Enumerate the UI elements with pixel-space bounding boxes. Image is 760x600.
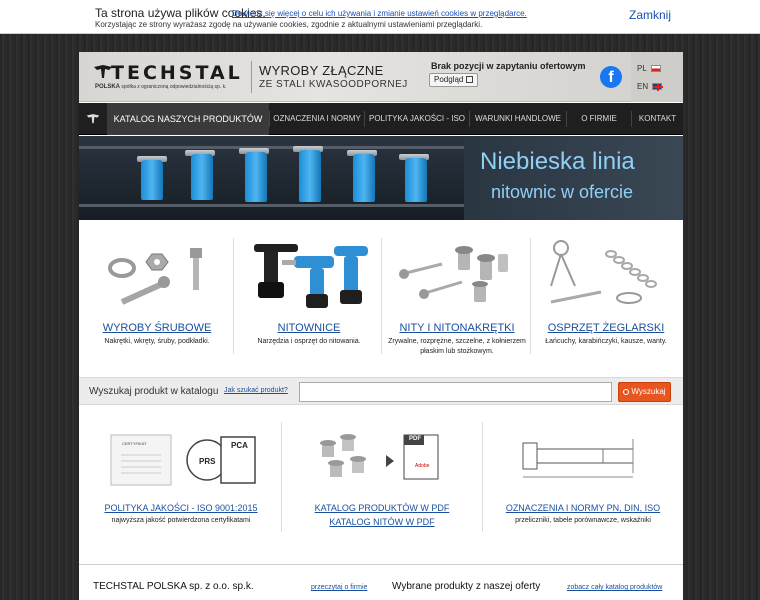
rivets-pdf-link[interactable]: KATALOG NITÓW W PDF — [329, 517, 435, 527]
certificate-label: CERTYFIKAT — [122, 441, 147, 446]
category-desc: Łańcuchy, karabińczyki, kausze, wanty. — [545, 338, 667, 345]
nav-home-icon[interactable] — [79, 103, 107, 135]
nav-item-about[interactable]: O FIRMIE — [581, 114, 617, 123]
site-header — [79, 52, 683, 102]
cookie-title: Ta strona używa plików cookies. — [95, 6, 266, 20]
search-help-link[interactable]: Jak szukać produkt? — [224, 387, 288, 394]
search-bar — [79, 377, 683, 405]
logo-sub-text: spółka z ograniczoną odpowiedzialnością sp. k. — [121, 84, 227, 90]
info-quality[interactable] — [81, 419, 281, 539]
page-container — [79, 52, 683, 600]
screws-image — [82, 234, 232, 314]
nav-item-quality[interactable]: POLITYKA JAKOŚCI - ISO — [368, 114, 466, 123]
info-standards[interactable] — [483, 419, 683, 539]
rivet-tool — [299, 150, 321, 202]
info-desc: najwyższa jakość potwierdzona certyfikatami — [111, 517, 251, 524]
rivet-tool — [191, 154, 213, 200]
search-button[interactable] — [618, 382, 671, 402]
lang-pl-label: PL — [637, 64, 647, 73]
nav-item-contact[interactable]: KONTAKT — [638, 114, 677, 123]
banner-headline: Niebieska linia — [480, 148, 635, 175]
hero-banner[interactable] — [79, 136, 683, 220]
marine-image — [531, 234, 681, 314]
full-catalog-link[interactable]: zobacz cały katalog produktów — [567, 584, 663, 591]
lang-pl[interactable] — [637, 64, 661, 73]
pca-badge: PCA — [231, 441, 248, 450]
facebook-icon[interactable]: f — [600, 66, 622, 88]
category-marine[interactable] — [531, 234, 681, 364]
cookie-info-link[interactable]: Dowiedz się więcej o celu ich używania i zmianie ustawień cookies w przeglądarce. — [232, 9, 527, 18]
category-desc: Narzędzia i osprzęt do nitowania. — [257, 338, 361, 345]
cookie-consent-text: Korzystając ze strony wyrażasz zgodę na używanie cookies, zgodnie z aktualnymi ustawieniami przeglądarki. — [95, 20, 483, 29]
logo-text: TECHSTAL — [111, 62, 243, 84]
category-riveters[interactable] — [234, 234, 384, 364]
quote-preview-button[interactable] — [429, 73, 478, 87]
pdf-catalog-link[interactable]: KATALOG PRODUKTÓW W PDF — [314, 503, 450, 513]
adobe-icon: Adobe — [415, 463, 430, 469]
category-desc: Zrywalne, rozprężne, szczelne, z kołnierzem płaskim lub stożkowym. — [388, 338, 526, 355]
rivet-tool — [405, 158, 427, 202]
header-divider — [251, 61, 252, 93]
category-title[interactable]: NITOWNICE — [277, 322, 341, 334]
info-catalog-pdf[interactable] — [282, 419, 482, 539]
category-rivets[interactable] — [382, 234, 532, 364]
about-company-link[interactable]: przeczytaj o firmie — [311, 584, 368, 591]
search-icon — [623, 389, 629, 395]
nav-item-terms[interactable]: WARUNKI HANDLOWE — [475, 114, 561, 123]
banner-subline: nitownic w ofercie — [491, 182, 634, 202]
logo-emblem-icon — [93, 64, 113, 80]
preview-icon — [466, 76, 473, 83]
tagline-primary: WYROBY ZŁĄCZNE — [259, 63, 384, 78]
rivet-tool — [141, 160, 163, 200]
prs-badge: PRS — [199, 457, 216, 466]
pdf-icon: PDF — [409, 436, 421, 442]
nav-item-standards[interactable]: OZNACZENIA I NORMY — [273, 114, 361, 123]
pdf-catalog-image — [282, 427, 482, 487]
info-desc: przeliczniki, tabele porównawcze, wskaźniki — [515, 517, 651, 524]
quote-preview-label: Podgląd — [434, 75, 464, 84]
cookie-close-button[interactable]: Zamknij — [629, 8, 672, 22]
language-switcher — [631, 52, 683, 102]
search-button-label: Wyszukaj — [631, 387, 666, 396]
tagline-secondary: ZE STALI KWASOODPORNEJ — [259, 79, 408, 90]
rack-bar — [79, 204, 464, 207]
bolt-drawing-image — [483, 429, 683, 489]
info-title[interactable]: OZNACZENIA I NORMY PN, DIN, ISO — [505, 503, 661, 513]
category-title[interactable]: OSPRZĘT ŻEGLARSKI — [547, 322, 665, 334]
nav-item-catalog[interactable]: KATALOG NASZYCH PRODUKTÓW — [107, 103, 269, 135]
search-input[interactable] — [299, 382, 612, 402]
lang-en-label: EN — [637, 82, 649, 91]
company-heading: TECHSTAL POLSKA sp. z o.o. sp.k. — [93, 581, 254, 592]
category-desc: Nakrętki, wkręty, śruby, podkładki. — [104, 338, 210, 345]
cookie-bar — [0, 0, 760, 34]
quote-status: Brak pozycji w zapytaniu ofertowym — [431, 61, 586, 71]
logo-sub-bold: POLSKA — [95, 84, 121, 90]
banner-tools-image — [79, 136, 464, 220]
category-screws[interactable] — [82, 234, 232, 364]
rivet-tool — [353, 154, 375, 202]
rack-bar — [79, 146, 464, 149]
info-title[interactable]: POLITYKA JAKOŚCI - ISO 9001:2015 — [104, 503, 258, 513]
main-nav — [79, 103, 683, 135]
certificates-image — [81, 429, 281, 489]
logo-subtitle — [95, 84, 226, 90]
lang-en[interactable] — [637, 82, 662, 91]
quote-request-box — [425, 52, 586, 102]
flag-en-icon — [652, 83, 662, 90]
section-divider — [79, 564, 683, 565]
site-logo[interactable] — [93, 64, 243, 94]
category-title[interactable]: WYROBY ŚRUBOWE — [102, 322, 212, 334]
rivets-image — [382, 234, 532, 314]
flag-pl-icon — [651, 65, 661, 72]
riveters-image — [234, 234, 384, 314]
rivet-tool — [245, 152, 267, 202]
search-label: Wyszukaj produkt w katalogu — [89, 386, 219, 397]
featured-products-heading: Wybrane produkty z naszej oferty — [392, 581, 541, 592]
category-title[interactable]: NITY I NITONAKRĘTKI — [399, 322, 515, 334]
